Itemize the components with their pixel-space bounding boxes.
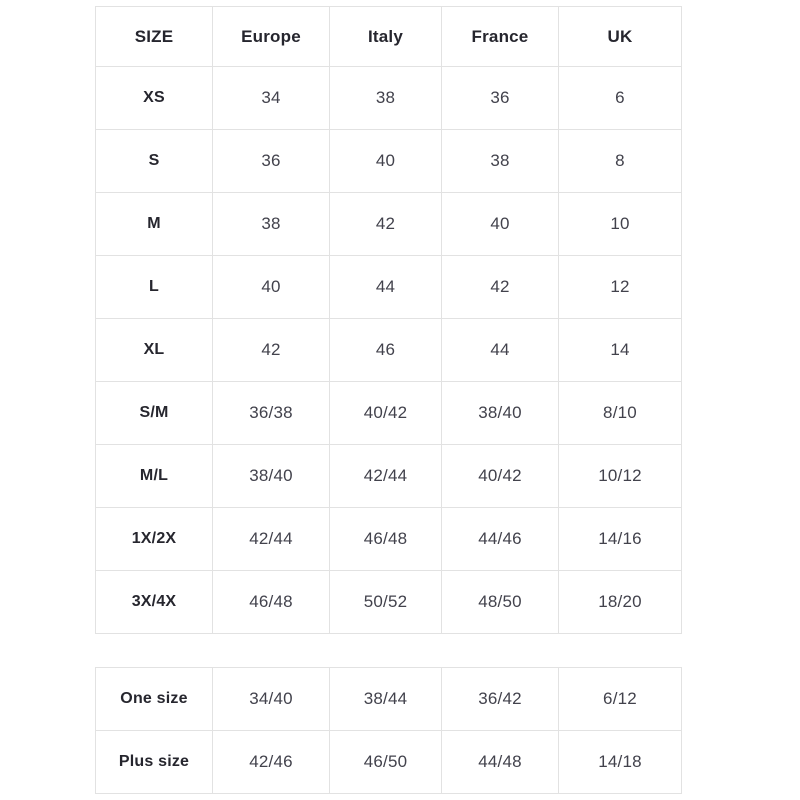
cell-france: 40 [442, 193, 559, 256]
row-label: L [96, 256, 213, 319]
cell-france: 44/46 [442, 508, 559, 571]
column-header-italy: Italy [330, 7, 442, 67]
row-label: M/L [96, 445, 213, 508]
table-row-xl [96, 319, 682, 382]
cell-france: 36 [442, 67, 559, 130]
size-conversion-table [95, 6, 682, 634]
special-sizes-table [95, 667, 682, 794]
cell-europe: 46/48 [213, 571, 330, 634]
cell-uk: 8/10 [559, 382, 682, 445]
table-row-plus-size [96, 731, 682, 794]
cell-europe: 38/40 [213, 445, 330, 508]
cell-europe: 36/38 [213, 382, 330, 445]
cell-europe: 36 [213, 130, 330, 193]
cell-italy: 46/48 [330, 508, 442, 571]
cell-uk: 6/12 [559, 668, 682, 731]
table-row-one-size [96, 668, 682, 731]
cell-uk: 10 [559, 193, 682, 256]
cell-europe: 42/46 [213, 731, 330, 794]
row-label: XL [96, 319, 213, 382]
cell-europe: 38 [213, 193, 330, 256]
cell-italy: 40 [330, 130, 442, 193]
cell-italy: 38/44 [330, 668, 442, 731]
cell-uk: 10/12 [559, 445, 682, 508]
cell-europe: 40 [213, 256, 330, 319]
cell-france: 38/40 [442, 382, 559, 445]
column-header-uk: UK [559, 7, 682, 67]
column-header-size: SIZE [96, 7, 213, 67]
cell-uk: 6 [559, 67, 682, 130]
table-row-xs [96, 67, 682, 130]
cell-uk: 12 [559, 256, 682, 319]
cell-italy: 46 [330, 319, 442, 382]
table-row-s [96, 130, 682, 193]
cell-france: 44 [442, 319, 559, 382]
cell-italy: 50/52 [330, 571, 442, 634]
cell-europe: 42/44 [213, 508, 330, 571]
row-label: 3X/4X [96, 571, 213, 634]
cell-italy: 40/42 [330, 382, 442, 445]
cell-italy: 42 [330, 193, 442, 256]
table-row-m [96, 193, 682, 256]
cell-france: 40/42 [442, 445, 559, 508]
cell-france: 44/48 [442, 731, 559, 794]
row-label: M [96, 193, 213, 256]
cell-uk: 14 [559, 319, 682, 382]
cell-uk: 14/16 [559, 508, 682, 571]
row-label: 1X/2X [96, 508, 213, 571]
cell-italy: 44 [330, 256, 442, 319]
cell-france: 42 [442, 256, 559, 319]
cell-france: 48/50 [442, 571, 559, 634]
cell-france: 38 [442, 130, 559, 193]
table-row-1x-2x [96, 508, 682, 571]
column-header-europe: Europe [213, 7, 330, 67]
cell-europe: 34 [213, 67, 330, 130]
row-label: S [96, 130, 213, 193]
cell-france: 36/42 [442, 668, 559, 731]
column-header-france: France [442, 7, 559, 67]
row-label: XS [96, 67, 213, 130]
cell-italy: 42/44 [330, 445, 442, 508]
table-header-row [96, 7, 682, 67]
row-label: S/M [96, 382, 213, 445]
table-row-3x-4x [96, 571, 682, 634]
cell-europe: 42 [213, 319, 330, 382]
cell-uk: 18/20 [559, 571, 682, 634]
table-row-m-l [96, 445, 682, 508]
row-label: Plus size [96, 731, 213, 794]
cell-uk: 8 [559, 130, 682, 193]
cell-europe: 34/40 [213, 668, 330, 731]
table-gap-spacer [95, 634, 800, 667]
table-row-s-m [96, 382, 682, 445]
table-row-l [96, 256, 682, 319]
row-label: One size [96, 668, 213, 731]
cell-italy: 38 [330, 67, 442, 130]
cell-italy: 46/50 [330, 731, 442, 794]
cell-uk: 14/18 [559, 731, 682, 794]
